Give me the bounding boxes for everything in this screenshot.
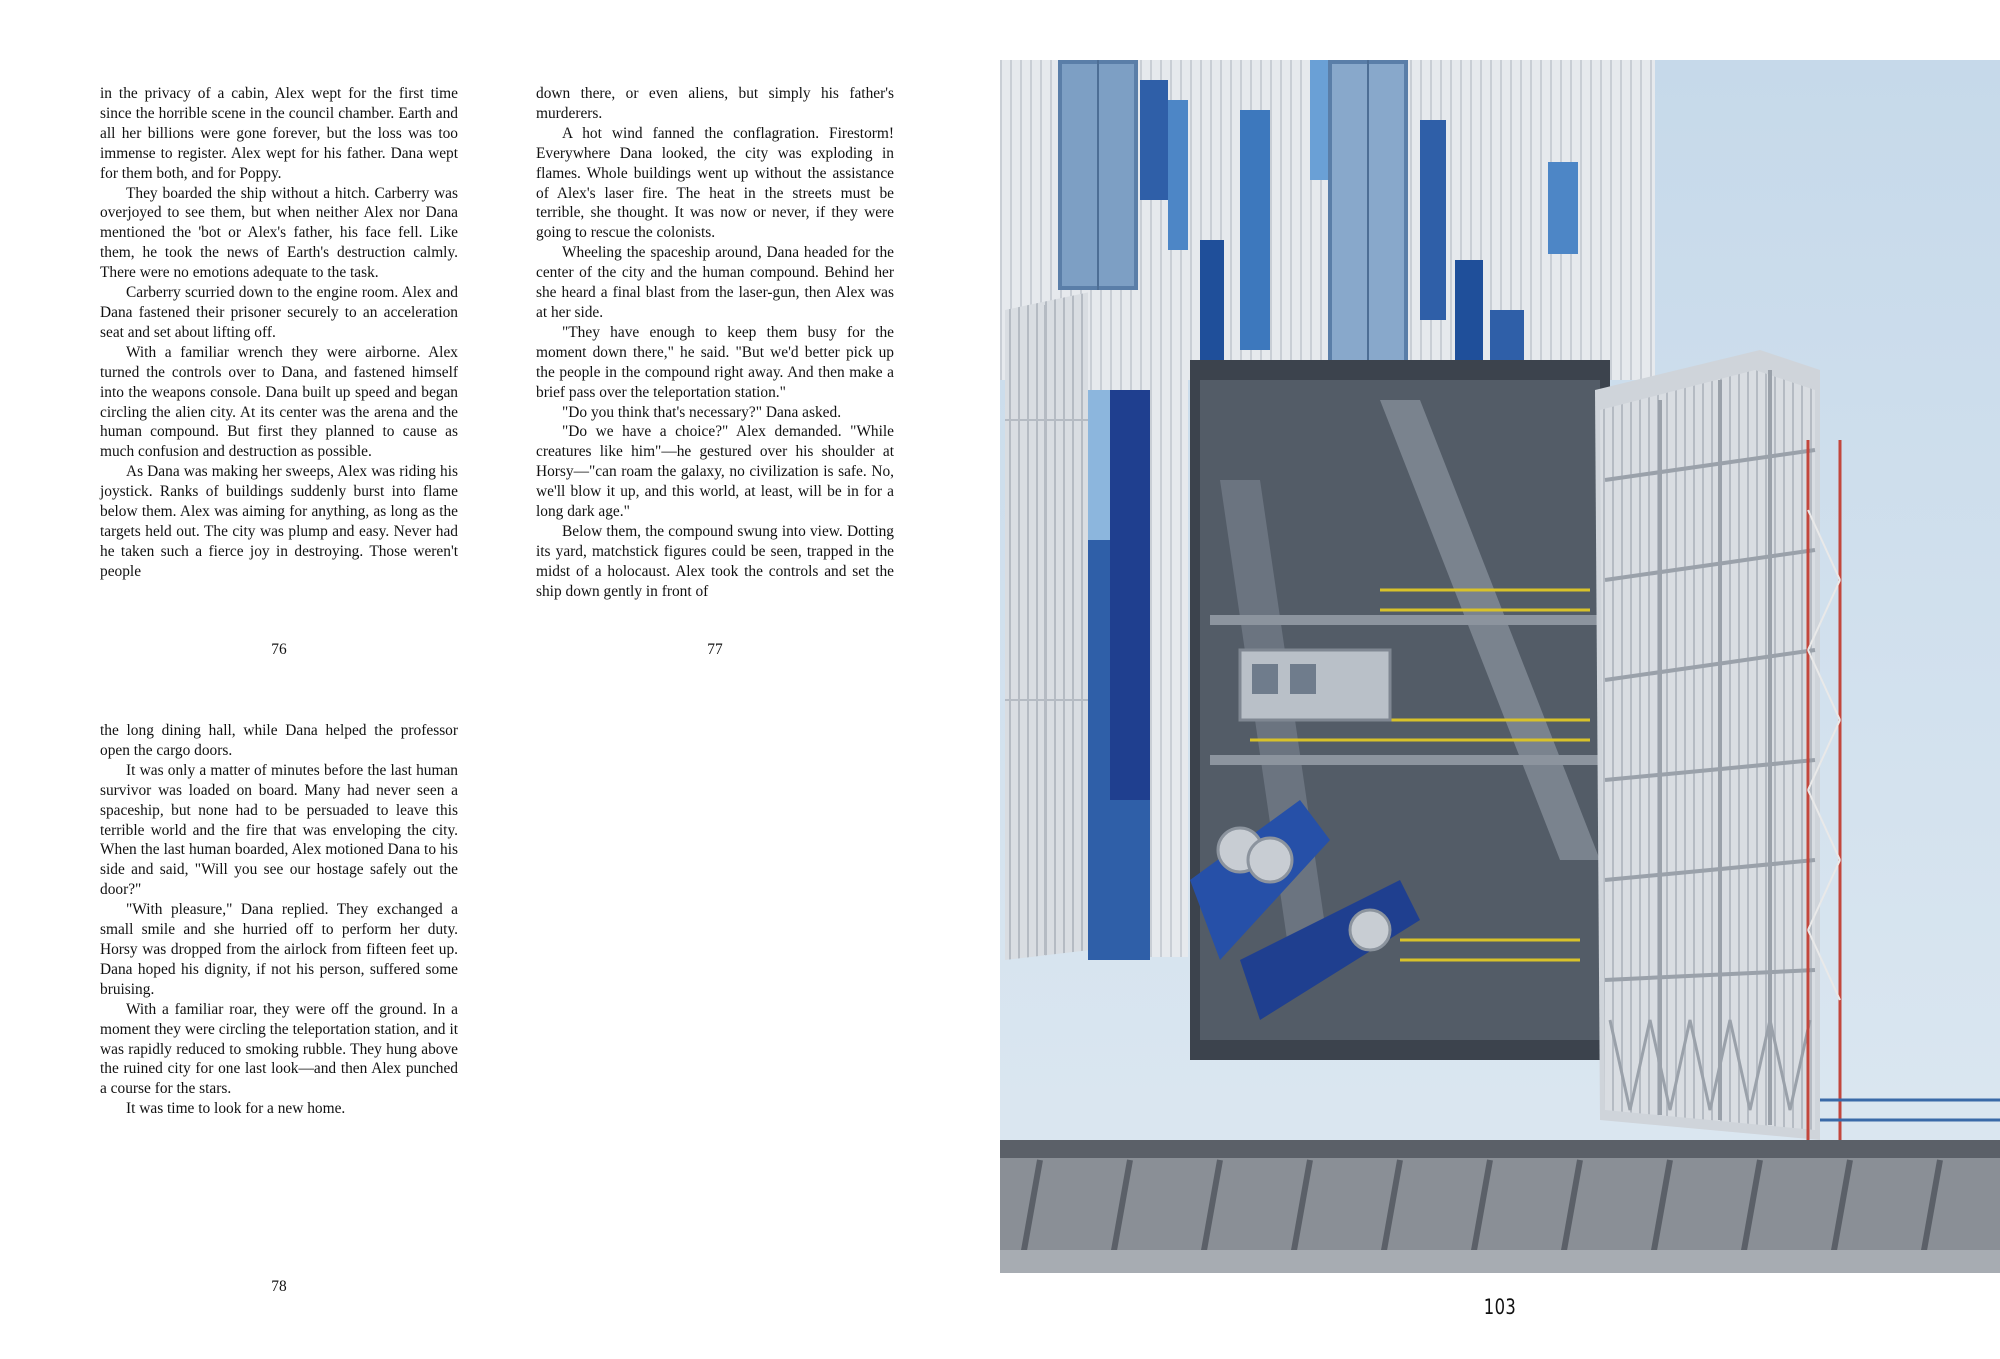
paragraph: in the privacy of a cabin, Alex wept for the first time since the horrible scene in the council chamber. Earth and all her billions were gone forever, but the loss was too immense to register. Alex wept for his father. Dana wept for them both, and for Poppy. (100, 85, 458, 182)
paragraph: down there, or even aliens, but simply his father's murderers. (536, 85, 894, 122)
paragraph: With a familiar wrench they were airborne. Alex turned the controls over to Dana, and fastened himself into the weapons console. Dana built up speed and began circling the alien city. At its center was the arena and the human compound. But first they planned to cause as much confusion and destruction as possible. (100, 343, 458, 461)
paragraph: A hot wind fanned the conflagration. Firestorm! Everywhere Dana looked, the city was exploding in flames. Whole buildings went up without the assistance of Alex's laser fire. The heat in the streets must be terrible, she thought. It was now or never, if they were going to rescue the colonists. (536, 124, 894, 242)
paragraph: As Dana was making her sweeps, Alex was riding his joystick. Ranks of buildings suddenly burst into flame below them. Alex was aiming for anything, as long as the targets held out. The city was plump and easy. Never had he taken such a fierce joy in destroying. Those weren't people (100, 463, 458, 580)
paragraph: Below them, the compound swung into view. Dotting its yard, matchstick figures could be seen, trapped in the midst of a holocaust. Alex took the controls and set the ship down gently in front of (536, 522, 894, 600)
paragraph: "Do you think that's necessary?" Dana asked. (562, 403, 842, 421)
paragraph: Wheeling the spaceship around, Dana headed for the center of the city and the human compound. Behind her she heard a final blast from the laser-gun, then Alex was at her side. (536, 244, 894, 321)
launch-tower-photo (1000, 60, 2000, 1273)
paragraph: "With pleasure," Dana replied. They exchanged a small smile and she hurried off to perform her duty. Horsy was dropped from the airlock from fifteen feet up. Dana hoped his dignity, if not his person, suffered some bruising. (100, 901, 458, 998)
paragraph: "Do we have a choice?" Alex demanded. "While creatures like him"—he gestured over his shoulder at Horsy—"can roam the galaxy, no civilization is safe. No, we'll blow it up, and this world, at least, will be in for a long dark age." (536, 423, 894, 521)
paragraph: It was only a matter of minutes before the last human survivor was loaded on board. Many had never seen a spaceship, but none had to be persuaded to leave this terrible world and the fire that was enveloping the city. When the last human boarded, Alex motioned Dana to his side and said, "Will you see our hostage safely out the door?" (100, 761, 458, 899)
page-number-103: 103 (1483, 1295, 1517, 1319)
paragraph: "They have enough to keep them busy for the moment down there," he said. "But we'd better pick up the people in the compound right away. And then make a brief pass over the teleportation station." (536, 323, 894, 401)
paragraph: Carberry scurried down to the engine room. Alex and Dana fastened their prisoner securely to an acceleration seat and set about lifting off. (100, 284, 458, 341)
page-number-78: 78 (271, 1278, 287, 1295)
page-77-text (536, 84, 894, 602)
paragraph: They boarded the ship without a hitch. Carberry was overjoyed to see them, but when neither Alex nor Dana mentioned the 'bot or Alex's father, his face fell. Like them, he took the news of Earth's destruction calmly. There were no emotions adequate to the task. (100, 184, 458, 282)
page-number-76: 76 (271, 641, 287, 658)
page-78-text (100, 721, 458, 1119)
page-76-text (100, 84, 458, 582)
paragraph: It was time to look for a new home. (126, 1100, 346, 1118)
page-number-77: 77 (707, 641, 723, 658)
paragraph: the long dining hall, while Dana helped the professor open the cargo doors. (100, 722, 458, 759)
paragraph: With a familiar roar, they were off the ground. In a moment they were circling the teleportation station, and it was rapidly reduced to smoking rubble. They hung above the ruined city for one last look—and then Alex punched a course for the stars. (100, 1000, 458, 1098)
left-door (1005, 292, 1090, 960)
